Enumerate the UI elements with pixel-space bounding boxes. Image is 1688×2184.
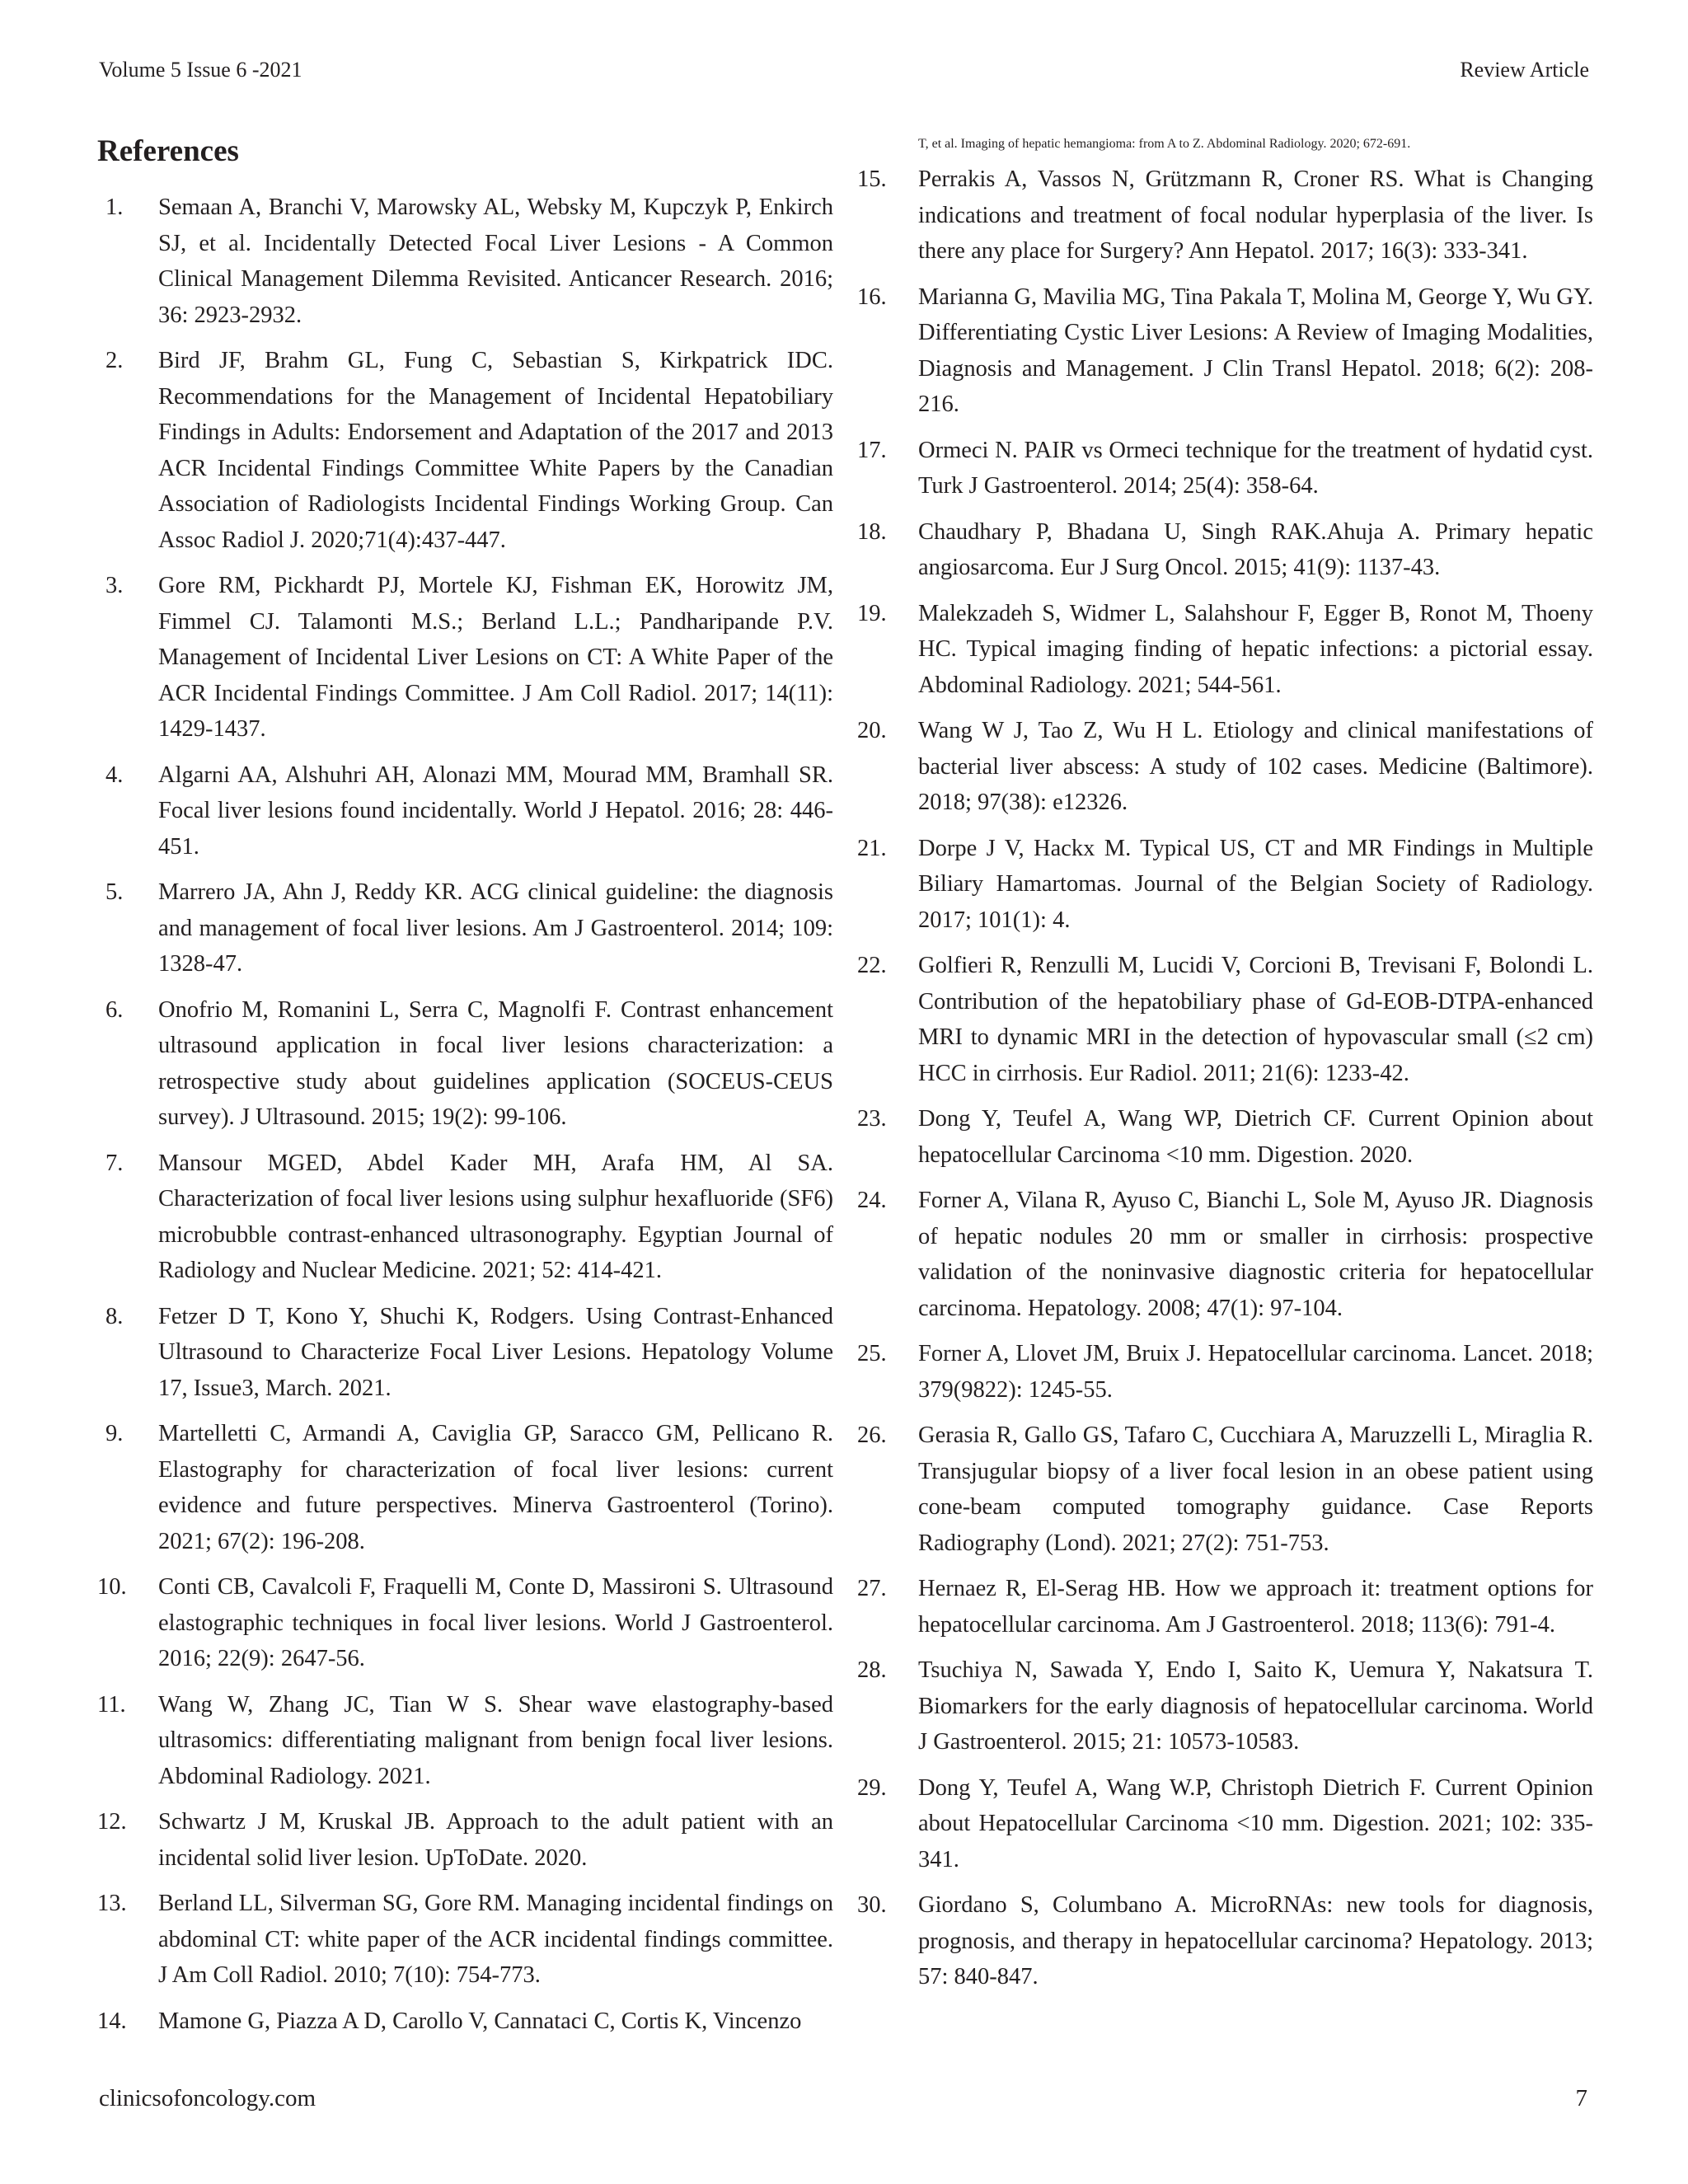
reference-number: 6.: [106, 996, 124, 1023]
reference-text: Martelletti C, Armandi A, Caviglia GP, Saracco GM, Pellicano R. Elastography for characterization of focal liver lesions: current evidence and future perspectives. Minerva Gastroenterol (Torino). 2021; 67(2): 196-208.: [158, 1421, 833, 1554]
reference-number: 18.: [857, 518, 887, 545]
reference-number: 7.: [106, 1150, 124, 1176]
reference-item: [857, 1336, 1593, 1408]
reference-text: Berland LL, Silverman SG, Gore RM. Managing incidental findings on abdominal CT: white paper of the ACR incidental findings committee. J Am Coll Radiol. 2010; 7(10): 754-773.: [158, 1891, 833, 1988]
reference-text: Mamone G, Piazza A D, Carollo V, Cannataci C, Cortis K, Vincenzo: [158, 2008, 802, 2034]
reference-text: Onofrio M, Romanini L, Serra C, Magnolfi F. Contrast enhancement ultrasound application in focal liver lesions characterization: a retrospective study about guidelines application (SOCEUS-CEUS survey). J Ultrasound. 2015; 19(2): 99-106.: [158, 996, 833, 1130]
reference-number: 9.: [106, 1421, 124, 1446]
reference-number: 8.: [106, 1303, 124, 1329]
reference-number: 13.: [97, 1891, 127, 1916]
reference-item: [857, 279, 1593, 423]
reference-14-continuation: T, et al. Imaging of hepatic hemangioma: from A to Z. Abdominal Radiology. 2020; 672-691.: [918, 137, 1411, 151]
reference-item: [97, 2004, 833, 2040]
reference-item: [97, 1569, 833, 1677]
reference-text: Dorpe J V, Hackx M. Typical US, CT and MR Findings in Multiple Biliary Hamartomas. Journal of the Belgian Society of Radiology. 2017; 101(1): 4.: [918, 835, 1593, 933]
reference-text: Schwartz J M, Kruskal JB. Approach to the adult patient with an incidental solid liver lesion. UpToDate. 2020.: [158, 1809, 833, 1871]
reference-text: Tsuchiya N, Sawada Y, Endo I, Saito K, Uemura Y, Nakatsura T. Biomarkers for the early diagnosis of hepatocellular carcinoma. World J Gastroenterol. 2015; 21: 10573-10583.: [918, 1657, 1593, 1755]
reference-number: 16.: [857, 284, 887, 310]
reference-text: Wang W J, Tao Z, Wu H L. Etiology and clinical manifestations of bacterial liver abscess: A study of 102 cases. Medicine (Baltimore). 2018; 97(38): e12326.: [918, 718, 1593, 815]
reference-item: [97, 1687, 833, 1795]
reference-number: 11.: [97, 1691, 126, 1718]
reference-item: [857, 1887, 1593, 1995]
page-number: 7: [1575, 2085, 1587, 2111]
reference-text: Mansour MGED, Abdel Kader MH, Arafa HM, Al SA. Characterization of focal liver lesions using sulphur hexafluoride (SF6) microbubble contrast-enhanced ultrasonography. Egyptian Journal of Radiology and Nuclear Medicine. 2021; 52: 414-421.: [158, 1150, 833, 1283]
reference-number: 4.: [106, 762, 124, 788]
website-footer: clinicsofoncology.com: [99, 2085, 316, 2111]
reference-number: 27.: [857, 1576, 887, 1601]
reference-number: 25.: [857, 1341, 887, 1366]
reference-item: [97, 1416, 833, 1559]
reference-text: Gore RM, Pickhardt PJ, Mortele KJ, Fishman EK, Horowitz JM, Fimmel CJ. Talamonti M.S.; Berland L.L.; Pandharipande P.V. Management of Incidental Liver Lesions on CT: A White Paper of the ACR Incidental Findings Committee. J Am Coll Radiol. 2017; 14(11): 1429-1437.: [158, 573, 833, 742]
reference-number: 1.: [106, 194, 124, 220]
reference-item: [857, 1770, 1593, 1878]
reference-number: 20.: [857, 718, 887, 743]
reference-item: [97, 874, 833, 982]
reference-number: 28.: [857, 1657, 887, 1683]
reference-number: 14.: [97, 2008, 127, 2034]
reference-item: [97, 1804, 833, 1876]
reference-item: [857, 948, 1593, 1091]
reference-item: [97, 757, 833, 865]
reference-text: Dong Y, Teufel A, Wang WP, Dietrich CF. Current Opinion about hepatocellular Carcinoma <10 mm. Digestion. 2020.: [918, 1106, 1593, 1168]
reference-number: 30.: [857, 1892, 887, 1918]
journal-volume-header: Volume 5 Issue 6 -2021: [99, 58, 302, 82]
reference-text: Ormeci N. PAIR vs Ormeci technique for the treatment of hydatid cyst. Turk J Gastroenterol. 2014; 25(4): 358-64.: [918, 437, 1593, 499]
reference-number: 21.: [857, 835, 887, 861]
reference-text: Forner A, Vilana R, Ayuso C, Bianchi L, Sole M, Ayuso JR. Diagnosis of hepatic nodules 20 mm or smaller in cirrhosis: prospective validation of the noninvasive diagnostic criteria for hepatocellular carcinoma. Hepatology. 2008; 47(1): 97-104.: [918, 1188, 1593, 1321]
reference-text: Hernaez R, El-Serag HB. How we approach it: treatment options for hepatocellular carcinoma. Am J Gastroenterol. 2018; 113(6): 791-4.: [918, 1576, 1593, 1638]
reference-item: [97, 1146, 833, 1289]
reference-number: 29.: [857, 1774, 887, 1801]
article-type-header: Review Article: [1460, 58, 1589, 82]
reference-text: Golfieri R, Renzulli M, Lucidi V, Corcioni B, Trevisani F, Bolondi L. Contribution of the hepatobiliary phase of Gd-EOB-DTPA-enhanced MRI to dynamic MRI in the detection of hypovascular small (≤2 cm) HCC in cirrhosis. Eur Radiol. 2011; 21(6): 1233-42.: [918, 953, 1593, 1086]
reference-text: Giordano S, Columbano A. MicroRNAs: new tools for diagnosis, prognosis, and therapy in hepatocellular carcinoma? Hepatology. 2013; 57: 840-847.: [918, 1892, 1593, 1990]
reference-number: 19.: [857, 600, 887, 626]
reference-number: 17.: [857, 437, 887, 463]
reference-item: [857, 1101, 1593, 1173]
reference-item: [857, 1418, 1593, 1561]
reference-text: Algarni AA, Alshuhri AH, Alonazi MM, Mourad MM, Bramhall SR. Focal liver lesions found incidentally. World J Hepatol. 2016; 28: 446-451.: [158, 762, 833, 860]
reference-item: [97, 568, 833, 748]
references-column-right: [857, 137, 1593, 2005]
reference-text: Dong Y, Teufel A, Wang W.P, Christoph Dietrich F. Current Opinion about Hepatocellular Carcinoma <10 mm. Digestion. 2021; 102: 335-341.: [918, 1774, 1593, 1872]
reference-number: 24.: [857, 1188, 887, 1213]
reference-text: Bird JF, Brahm GL, Fung C, Sebastian S, Kirkpatrick IDC. Recommendations for the Management of Incidental Hepatobiliary Findings in Adults: Endorsement and Adaptation of the 2017 and 2013 ACR Incidental Findings Committee White Papers by the Canadian Association of Radiologists Incidental Findings Working Group. Can Assoc Radiol J. 2020;71(4):437-447.: [158, 348, 833, 553]
reference-text: Marianna G, Mavilia MG, Tina Pakala T, Molina M, George Y, Wu GY. Differentiating Cystic Liver Lesions: A Review of Imaging Modalities, Diagnosis and Management. J Clin Transl Hepatol. 2018; 6(2): 208-216.: [918, 284, 1593, 417]
reference-number: 22.: [857, 953, 887, 978]
reference-item: [857, 162, 1593, 269]
reference-list-left: [97, 190, 833, 2039]
reference-number: 5.: [106, 879, 124, 905]
reference-number: 23.: [857, 1106, 887, 1132]
reference-item: [857, 596, 1593, 704]
reference-text: Conti CB, Cavalcoli F, Fraquelli M, Conte D, Massironi S. Ultrasound elastographic techniques in focal liver lesions. World J Gastroenterol. 2016; 22(9): 2647-56.: [158, 1574, 833, 1671]
reference-item: [857, 1652, 1593, 1760]
reference-item: [857, 433, 1593, 504]
reference-number: 15.: [857, 166, 887, 192]
reference-text: Chaudhary P, Bhadana U, Singh RAK.Ahuja A. Primary hepatic angiosarcoma. Eur J Surg Oncol. 2015; 41(9): 1137-43.: [918, 518, 1593, 580]
reference-item: [97, 343, 833, 558]
reference-text: Semaan A, Branchi V, Marowsky AL, Websky M, Kupczyk P, Enkirch SJ, et al. Incidentally Detected Focal Liver Lesions - A Common Clinical Management Dilemma Revisited. Anticancer Research. 2016; 36: 2923-2932.: [158, 194, 833, 328]
reference-number: 10.: [97, 1574, 127, 1600]
reference-text: Perrakis A, Vassos N, Grützmann R, Croner RS. What is Changing indications and treatment of focal nodular hyperplasia of the liver. Is there any place for Surgery? Ann Hepatol. 2017; 16(3): 333-341.: [918, 166, 1593, 264]
references-heading: References: [97, 134, 239, 168]
reference-item: [97, 992, 833, 1136]
reference-number: 12.: [97, 1809, 127, 1835]
reference-item: [857, 1183, 1593, 1326]
reference-item: [97, 1886, 833, 1994]
reference-item: [857, 831, 1593, 939]
reference-text: Wang W, Zhang JC, Tian W S. Shear wave elastography-based ultrasomics: differentiating malignant from benign focal liver lesions. Abdominal Radiology. 2021.: [158, 1691, 833, 1789]
reference-list-right: [857, 162, 1593, 1995]
reference-text: Gerasia R, Gallo GS, Tafaro C, Cucchiara A, Maruzzelli L, Miraglia R. Transjugular biopsy of a liver focal lesion in an obese patient using cone-beam computed tomography guidance. Case Reports Radiography (Lond). 2021; 27(2): 751-753.: [918, 1422, 1593, 1556]
reference-item: [97, 190, 833, 333]
reference-item: [857, 514, 1593, 586]
reference-number: 3.: [106, 573, 124, 598]
reference-text: Malekzadeh S, Widmer L, Salahshour F, Egger B, Ronot M, Thoeny HC. Typical imaging finding of hepatic infections: a pictorial essay. Abdominal Radiology. 2021; 544-561.: [918, 600, 1593, 698]
reference-text: Marrero JA, Ahn J, Reddy KR. ACG clinical guideline: the diagnosis and management of focal liver lesions. Am J Gastroenterol. 2014; 109: 1328-47.: [158, 879, 833, 977]
reference-number: 2.: [106, 348, 124, 373]
reference-number: 26.: [857, 1422, 887, 1448]
references-column-left: [97, 132, 833, 2049]
reference-text: Forner A, Llovet JM, Bruix J. Hepatocellular carcinoma. Lancet. 2018; 379(9822): 1245-55.: [918, 1341, 1593, 1403]
reference-item: [857, 713, 1593, 821]
reference-item: [857, 1571, 1593, 1643]
reference-item: [97, 1299, 833, 1407]
reference-text: Fetzer D T, Kono Y, Shuchi K, Rodgers. Using Contrast-Enhanced Ultrasound to Characterize Focal Liver Lesions. Hepatology Volume 17, Issue3, March. 2021.: [158, 1303, 833, 1401]
